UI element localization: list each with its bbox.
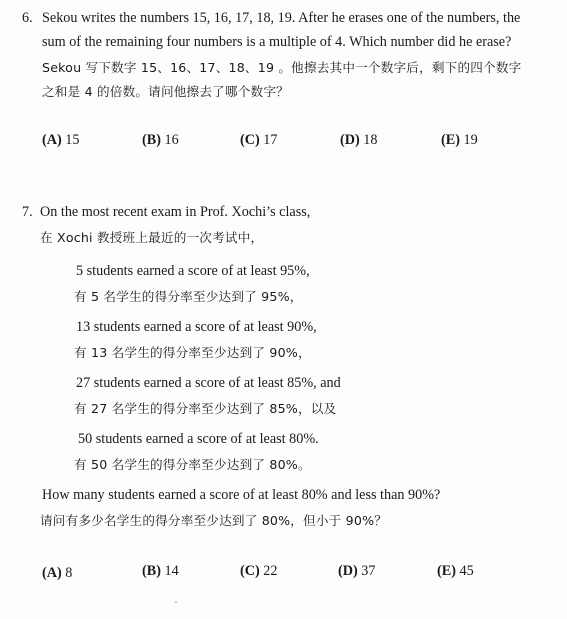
question-number: 6. (22, 10, 33, 26)
answer-choice-e: (E) 19 (441, 132, 478, 148)
question-text-zh: Sekou 写下数字 15、16、17、18、19 。他擦去其中一个数字后，剩下的四个数字 (42, 60, 522, 75)
question-text-zh: 请问有多少名学生的得分率至少达到了 80%，但小于 90%？ (40, 513, 388, 528)
answer-choice-c: (C) 22 (240, 563, 278, 579)
question-text-zh: 在 Xochi 教授班上最近的一次考试中， (40, 230, 264, 245)
question-text-en: sum of the remaining four numbers is a multiple of 4. Which number did he erase? (42, 34, 512, 50)
answer-choice-b: (B) 14 (142, 563, 179, 579)
question-number: 7. (22, 204, 33, 220)
answer-choice-a: (A) 15 (42, 132, 80, 148)
list-item-en: 27 students earned a score of at least 85%, and (76, 375, 341, 391)
answer-choice-c: (C) 17 (240, 132, 278, 148)
question-text-zh: 之和是 4 的倍数。请问他擦去了哪个数字？ (42, 84, 289, 99)
list-item-zh: 有 13 名学生的得分率至少达到了 90%， (74, 345, 311, 360)
answer-choice-b: (B) 16 (142, 132, 179, 148)
list-item-zh: 有 5 名学生的得分率至少达到了 95%， (74, 289, 303, 304)
list-item-en: 50 students earned a score of at least 80%. (78, 431, 319, 447)
answer-choice-a: (A) 8 (42, 565, 73, 581)
answer-choice-d: (D) 18 (340, 132, 378, 148)
question-text-en: Sekou writes the numbers 15, 16, 17, 18, 19. After he erases one of the numbers, the (42, 10, 521, 26)
list-item-en: 13 students earned a score of at least 90%, (76, 319, 317, 335)
question-text-en: How many students earned a score of at least 80% and less than 90%? (42, 487, 441, 503)
scan-speck (175, 601, 177, 603)
question-text-en: On the most recent exam in Prof. Xochi’s class, (40, 204, 311, 220)
answer-choice-e: (E) 45 (437, 563, 474, 579)
list-item-en: 5 students earned a score of at least 95%, (76, 263, 310, 279)
answer-choice-d: (D) 37 (338, 563, 376, 579)
list-item-zh: 有 50 名学生的得分率至少达到了 80%。 (74, 457, 311, 472)
list-item-zh: 有 27 名学生的得分率至少达到了 85%，以及 (74, 401, 337, 416)
